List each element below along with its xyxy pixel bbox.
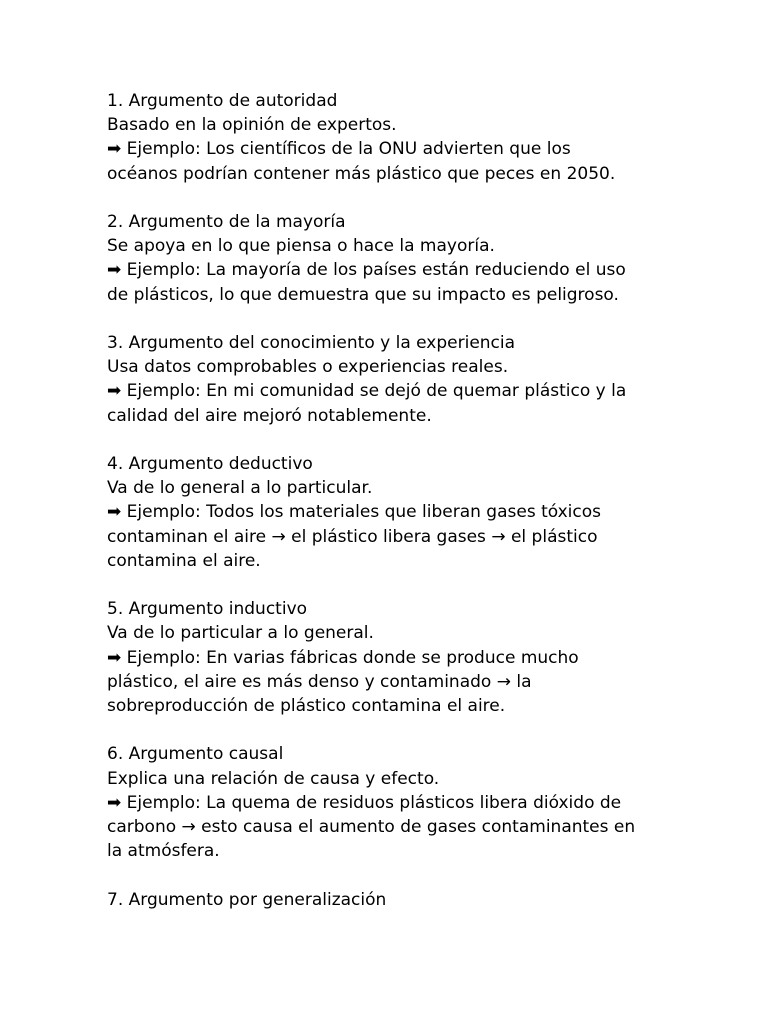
section-heading: 1. Argumento de autoridad — [107, 91, 338, 111]
example-line: de plásticos, lo que demuestra que su impacto es peligroso. — [107, 284, 619, 305]
section-definition: Usa datos comprobables o experiencias reales. — [107, 357, 509, 378]
section-heading: 4. Argumento deductivo — [107, 454, 313, 474]
document-page — [107, 89, 747, 936]
example-line: carbono → esto causa el aumento de gases contaminantes en — [107, 817, 636, 838]
example-line: sobreproducción de plástico contamina el aire. — [107, 696, 506, 717]
section-definition: Explica una relación de causa y efecto. — [107, 768, 440, 789]
section-heading: 3. Argumento del conocimiento y la experiencia — [107, 333, 516, 353]
example-line: contaminan el aire → el plástico libera gases → el plástico — [107, 526, 598, 547]
example-line: ➡ Ejemplo: En mi comunidad se dejó de quemar plástico y la — [107, 381, 627, 402]
example-line: ➡ Ejemplo: La mayoría de los países están reduciendo el uso — [107, 260, 626, 281]
section-causal-argument — [107, 742, 747, 863]
section-heading: 5. Argumento inductivo — [107, 599, 308, 620]
section-majority-argument — [107, 210, 747, 307]
example-line: la atmósfera. — [107, 841, 220, 862]
example-line: océanos podrían contener más plástico que peces en 2050. — [107, 163, 616, 184]
section-heading: 7. Argumento por generalización — [107, 889, 387, 910]
section-inductive-argument — [107, 597, 747, 718]
section-heading: 6. Argumento causal — [107, 744, 284, 765]
example-line: plástico, el aire es más denso y contaminado → la — [107, 671, 532, 692]
example-line: calidad del aire mejoró notablemente. — [107, 405, 432, 426]
example-line: ➡ Ejemplo: Todos los materiales que liberan gases tóxicos — [107, 502, 602, 523]
example-line: ➡ Ejemplo: Los científicos de la ONU advierten que los — [107, 139, 571, 160]
example-line: ➡ Ejemplo: La quema de residuos plásticos libera dióxido de — [107, 792, 622, 813]
section-definition: Va de lo particular a lo general. — [107, 623, 374, 644]
section-definition: Se apoya en lo que piensa o hace la mayoría. — [107, 236, 495, 257]
section-heading: 2. Argumento de la mayoría — [107, 212, 346, 232]
section-authority-argument — [107, 89, 747, 186]
section-knowledge-experience-argument — [107, 331, 747, 428]
section-definition: Va de lo general a lo particular. — [107, 478, 373, 499]
example-line: contamina el aire. — [107, 550, 261, 571]
section-deductive-argument — [107, 452, 747, 573]
example-line: ➡ Ejemplo: En varias fábricas donde se produce mucho — [107, 647, 579, 668]
section-generalization-argument — [107, 888, 747, 912]
section-definition: Basado en la opinión de expertos. — [107, 115, 397, 136]
